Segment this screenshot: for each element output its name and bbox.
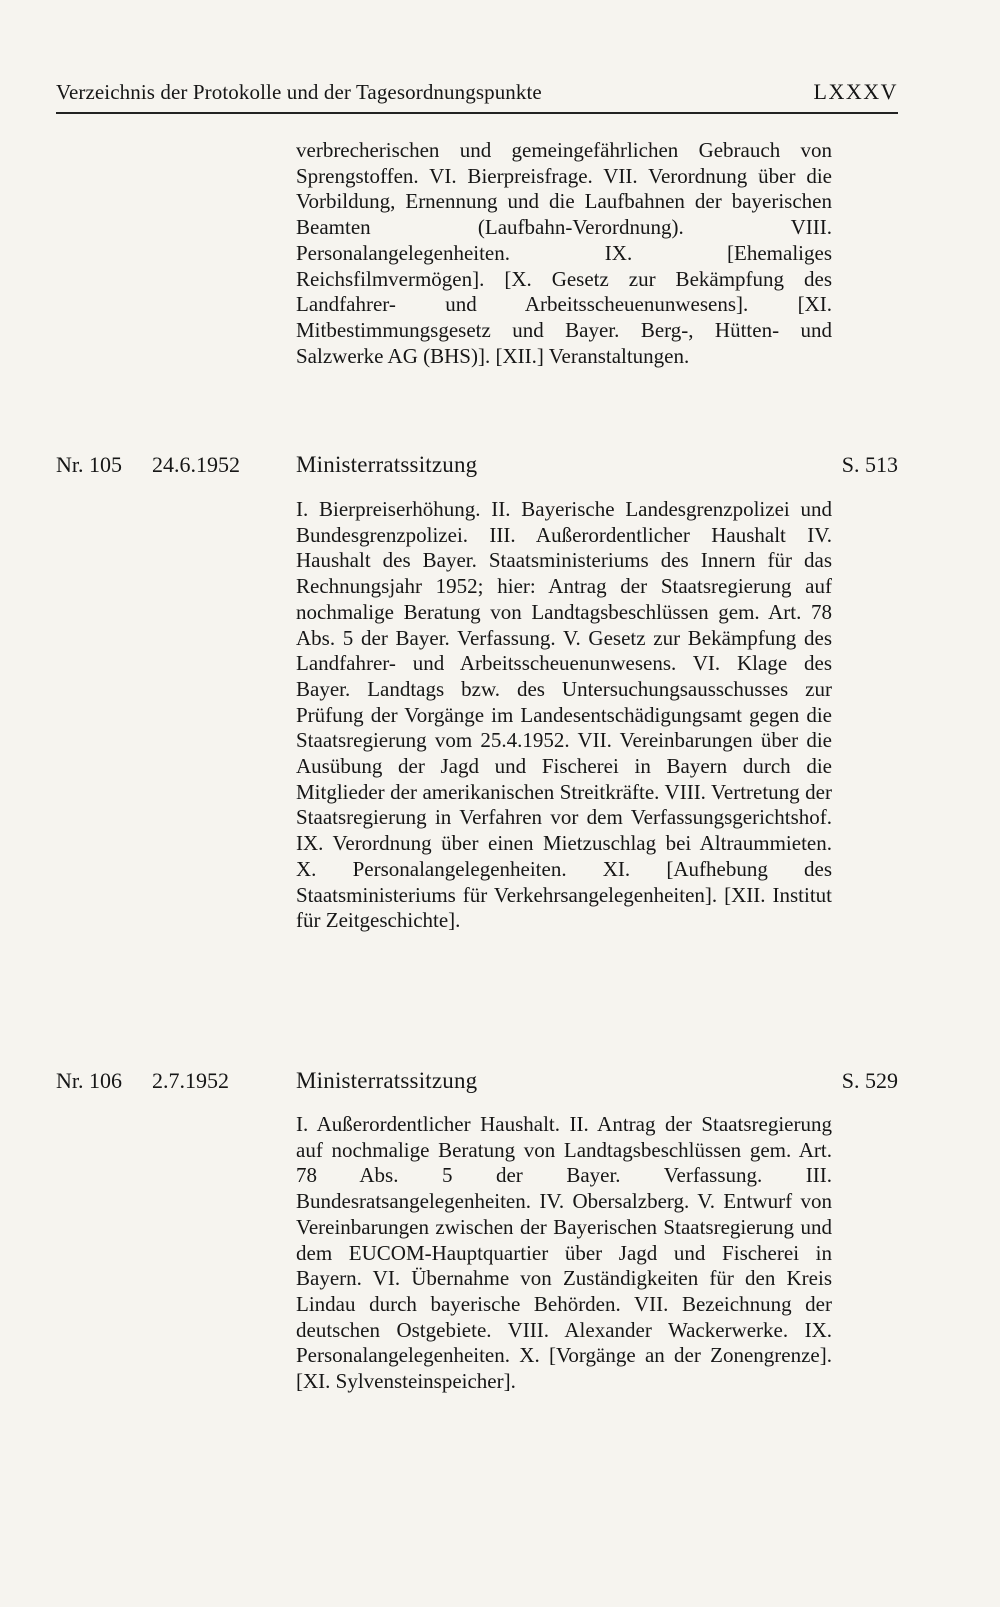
protocol-entry-heading bbox=[56, 452, 898, 482]
page-number-roman: LXXXV bbox=[813, 79, 898, 104]
protocol-page-reference: S. 513 bbox=[841, 452, 898, 477]
continued-agenda-text: verbrecherischen und gemeingefährlichen Gebrauch von Sprengstoffen. VI. Bierpreisfrage. VII. Verordnung über die Vorbildung, Ernennung und die Laufbahnen der bayerischen Beamten (Laufbahn-Verordnung). VIII. Personalangelegenheiten. IX. [Ehemaliges Reichsfilmvermögen]. [X. Gesetz zur Bekämpfung des Landfahrer- und Arbeitsscheuenunwesens]. [XI. Mitbestimmungsgesetz und Bayer. Berg-, Hütten- und Salzwerke AG (BHS)]. [XII.] Veranstaltungen. bbox=[296, 138, 832, 368]
protocol-number: Nr. 105 bbox=[56, 452, 122, 477]
protocol-date: 2.7.1952 bbox=[152, 1068, 229, 1093]
protocol-date: 24.6.1952 bbox=[152, 452, 240, 477]
protocol-agenda-text: I. Außerordentlicher Haushalt. II. Antrag der Staatsregierung auf nochmalige Beratung von Landtagsbeschlüssen gem. Art. 78 Abs. 5 der Bayer. Verfassung. III. Bundesratsangelegenheiten. IV. Obersalzberg. V. Entwurf von Vereinbarungen zwischen der Bayerischen Staatsregierung und dem EUCOM-Hauptquartier über Jagd und Fischerei in Bayern. VI. Übernahme von Zuständigkeiten für den Kreis Lindau durch bayerische Behörden. VII. Bezeichnung der deutschen Ostgebiete. VIII. Alexander Wackerwerke. IX. Personalangelegenheiten. X. [Vorgänge an der Zonengrenze]. [XI. Sylvensteinspeicher]. bbox=[296, 1112, 832, 1394]
show-through-texture bbox=[120, 180, 320, 440]
protocol-entry-heading bbox=[56, 1068, 898, 1098]
protocol-title: Ministerratssitzung bbox=[296, 452, 478, 477]
protocol-page-reference: S. 529 bbox=[841, 1068, 898, 1093]
protocol-title: Ministerratssitzung bbox=[296, 1068, 478, 1093]
running-header bbox=[56, 72, 898, 114]
running-header-title: Verzeichnis der Protokolle und der Tagesordnungspunkte bbox=[56, 80, 542, 104]
protocol-agenda-text: I. Bierpreiserhöhung. II. Bayerische Landesgrenzpolizei und Bundesgrenzpolizei. III. Außerordentlicher Haushalt IV. Haushalt des Bayer. Staatsministeriums des Innern für das Rechnungsjahr 1952; hier: Antrag der Staatsregierung auf nochmalige Beratung von Landtagsbeschlüssen gem. Art. 78 Abs. 5 der Bayer. Verfassung. V. Gesetz zur Bekämpfung des Landfahrer- und Arbeitsscheuenunwesens. VI. Klage des Bayer. Landtags bzw. des Untersuchungsausschusses zur Prüfung der Vorgänge im Landesentschädigungsamt gegen die Staatsregierung vom 25.4.1952. VII. Vereinbarungen über die Ausübung der Jagd und Fischerei in Bayern durch die Mitglieder der amerikanischen Streitkräfte. VIII. Vertretung der Staatsregierung in Verfahren vor dem Verfassungsgerichtshof. IX. Verordnung über einen Mietzuschlag bei Altraummieten. X. Personalangelegenheiten. XI. [Aufhebung des Staatsministeriums für Verkehrsangelegenheiten]. [XII. Institut für Zeitgeschichte]. bbox=[296, 497, 832, 933]
protocol-number: Nr. 106 bbox=[56, 1068, 122, 1093]
